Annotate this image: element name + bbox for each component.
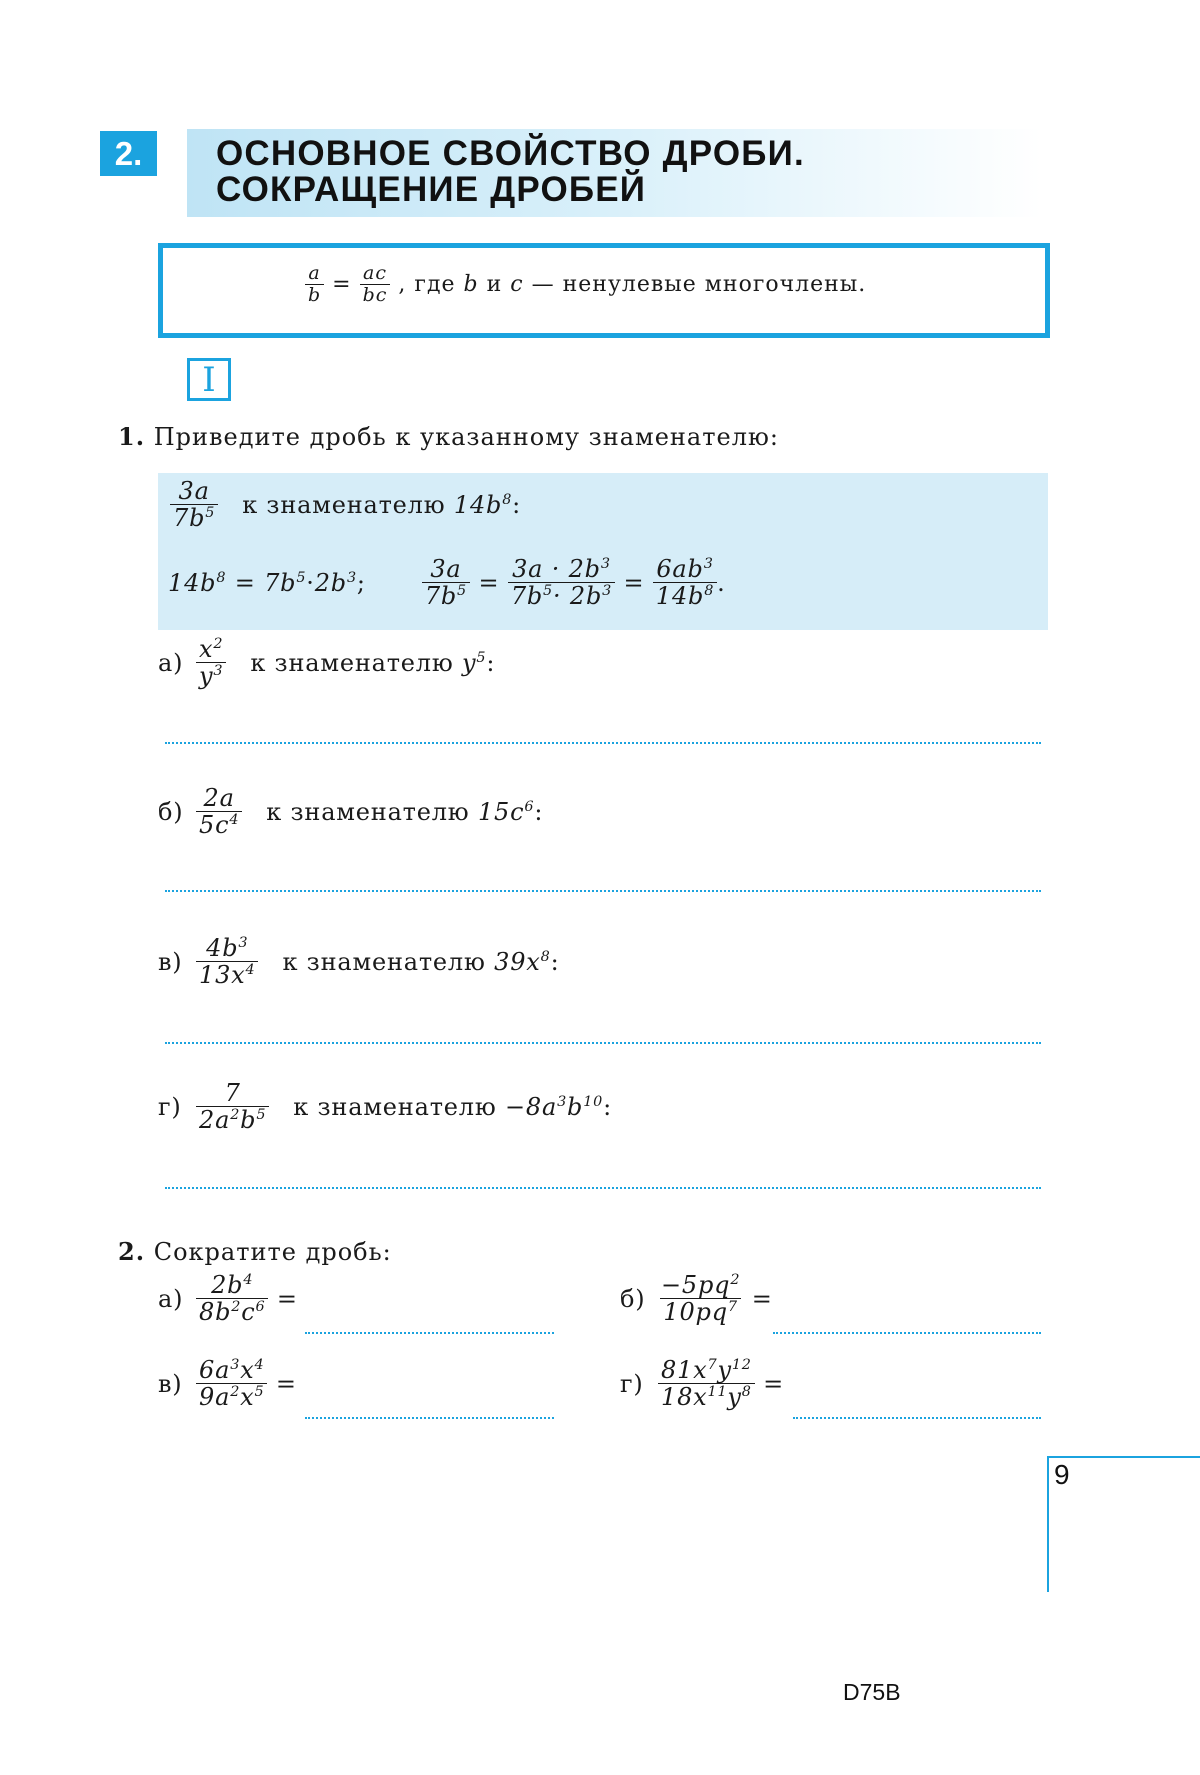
example-l2-s1-den-exp: 5 (457, 583, 468, 600)
task1-v-den-exp: 4 (245, 962, 256, 979)
task2-g-num1-exp: 7 (707, 1357, 718, 1373)
rule-lhs-fraction (305, 263, 324, 306)
task2-v-den1: 9a (199, 1383, 231, 1412)
task1-g-den2: b (240, 1106, 257, 1135)
task1-v-den: 13x (199, 961, 246, 990)
example-l2-s2-den-exp1: 5 (543, 583, 554, 600)
example-target-exp: 8 (502, 491, 513, 508)
task1-text: Приведите дробь к указанному знаменателю: (153, 423, 779, 451)
task1-b-den: 5c (199, 811, 230, 840)
task2-b-num: −5pq (661, 1271, 731, 1299)
example-frac-num: 3a (178, 477, 210, 505)
example-l2-eq3: = (623, 568, 645, 597)
rule-comma: , (398, 271, 407, 297)
example-l2-dot: · (306, 568, 315, 597)
example-line2 (168, 556, 726, 610)
task1-b-target-exp: 6 (524, 798, 535, 815)
task2-v-den2-exp: 5 (254, 1384, 265, 1401)
example-l2-s3-den: 14b (655, 582, 705, 611)
page-number-box (1047, 1456, 1200, 1592)
task1-v-target: 39x (494, 947, 541, 976)
task1-a-den: y (199, 662, 214, 691)
task2-g-fraction (658, 1357, 755, 1411)
example-l2-f1-exp: 5 (296, 569, 307, 586)
task1-g-colon: : (603, 1092, 613, 1121)
section-title-line2: СОКРАЩЕНИЕ ДРОБЕЙ (216, 170, 647, 209)
task1-g-target: −8a (504, 1092, 558, 1121)
page-number: 9 (1054, 1459, 1070, 1490)
task1-a-target: y (462, 648, 477, 677)
task2-g-eq: = (763, 1369, 785, 1398)
rule-statement (305, 263, 866, 306)
example-l2-s2-den-dot: · 2b (553, 582, 603, 611)
task1-item-v-label: в) (158, 947, 183, 976)
task1-item-g (158, 1080, 612, 1134)
task2-g-num2: y (717, 1356, 732, 1384)
example-l2-s2-num: 3a · 2b (512, 555, 601, 583)
task1-number: 1. (118, 422, 146, 451)
rule-lhs-den: b (305, 284, 324, 306)
example-l2-s3-den-exp: 8 (704, 583, 715, 600)
example-to-text: к знаменателю (242, 490, 446, 519)
task2-item-v (158, 1357, 297, 1411)
task1-a-den-exp: 3 (213, 663, 224, 680)
task2-v-num1: 6a (199, 1356, 231, 1384)
task2-g-den1-exp: 11 (707, 1384, 728, 1401)
task2-v-den2: x (240, 1383, 255, 1412)
task2-g-label: г) (620, 1369, 644, 1398)
rule-rhs-den: bc (360, 284, 391, 306)
task1-a-target-exp: 5 (476, 649, 487, 666)
task2-a-den1-exp: 2 (231, 1299, 242, 1316)
example-frac-den: 7b (173, 504, 206, 533)
example-l2-s3-num: 6ab (656, 555, 704, 583)
task1-item-v (158, 935, 559, 989)
task1-g-num: 7 (224, 1079, 241, 1107)
task2-b-num-exp: 2 (730, 1272, 741, 1288)
answer-line-2a[interactable] (305, 1332, 554, 1334)
task2-v-num1-exp: 3 (230, 1357, 241, 1373)
task1-item-g-label: г) (158, 1092, 182, 1121)
example-l2-semicolon: ; (356, 568, 366, 597)
task1-g-den2-exp: 5 (256, 1107, 267, 1124)
task2-b-eq: = (751, 1284, 773, 1313)
task2-v-eq: = (275, 1369, 297, 1398)
task2-a-label: а) (158, 1284, 184, 1313)
task1-g-target-exp: 3 (557, 1093, 568, 1110)
task2-a-den2: c (241, 1298, 256, 1327)
example-l2-eq: = (234, 568, 256, 597)
example-l2-s3-num-exp: 3 (703, 556, 714, 572)
task2-g-den1: 18x (661, 1383, 708, 1412)
rule-var-b: b (463, 271, 479, 297)
task2-item-g (620, 1357, 784, 1411)
task2-a-den2-exp: 6 (255, 1299, 266, 1316)
task2-v-num2-exp: 4 (254, 1357, 265, 1373)
task2-v-label: в) (158, 1369, 183, 1398)
section-number: 2. (100, 131, 157, 176)
example-l2-s1-den: 7b (424, 582, 458, 611)
task1-a-colon: : (486, 648, 496, 677)
task2-b-label: б) (620, 1284, 646, 1313)
task1-v-to-text: к знаменателю (282, 947, 486, 976)
answer-line-2v[interactable] (305, 1417, 554, 1419)
task1-b-den-exp: 4 (229, 812, 240, 829)
task1-b-target: 15c (477, 797, 525, 826)
task2-a-num: 2b (211, 1271, 244, 1299)
task2-g-num2-exp: 12 (731, 1357, 752, 1373)
task1-g-to-text: к знаменателю (293, 1092, 497, 1121)
rule-lhs-num: a (308, 262, 321, 284)
rule-var-c: c (510, 271, 524, 297)
task2-a-den1: 8b (199, 1298, 232, 1327)
task2-text: Сократите дробь: (153, 1238, 392, 1266)
task2-g-den2-exp: 8 (741, 1384, 752, 1401)
example-l2-eq2: = (478, 568, 500, 597)
task2-b-den: 10pq (663, 1298, 728, 1327)
task1-item-g-fraction (196, 1080, 269, 1134)
rule-and: и (486, 271, 503, 297)
answer-line-1v[interactable] (165, 1042, 1041, 1044)
task2-item-a (158, 1272, 298, 1326)
task1-v-num: 4b (206, 934, 239, 962)
task1-b-num: 2a (203, 784, 235, 812)
task2-number: 2. (118, 1237, 146, 1266)
task2-a-fraction (196, 1272, 268, 1326)
task1-a-num: x (199, 635, 214, 663)
example-frac-den-exp: 5 (205, 505, 216, 522)
example-l2-period: . (717, 568, 726, 597)
task2-item-b (620, 1272, 773, 1326)
answer-line-1b[interactable] (165, 890, 1041, 892)
example-l2-s2-den: 7b (510, 582, 544, 611)
example-l2-s2-den-exp2: 3 (602, 583, 613, 600)
task2-a-num-exp: 4 (243, 1272, 254, 1288)
task1-item-a-label: а) (158, 648, 184, 677)
rule-eq: = (332, 271, 352, 297)
example-l2-frac3 (653, 556, 717, 610)
task1-item-b (158, 785, 543, 839)
example-l2-lhs-exp: 8 (216, 569, 227, 586)
example-target-base: 14b (453, 490, 503, 519)
task1-g-target2-exp: 10 (583, 1093, 604, 1110)
task1-b-to-text: к знаменателю (266, 797, 470, 826)
rule-where: где (414, 271, 456, 297)
example-colon: : (512, 490, 522, 519)
task1-item-v-fraction (196, 935, 258, 989)
task2-b-fraction (658, 1272, 743, 1326)
rule-text: — ненулевые многочлены. (531, 271, 867, 297)
section-title-line1: ОСНОВНОЕ СВОЙСТВО ДРОБИ. (216, 134, 805, 173)
task1-item-b-label: б) (158, 797, 184, 826)
example-l2-s1-num: 3a (430, 555, 462, 583)
task2-v-fraction (196, 1357, 267, 1411)
example-line1 (170, 478, 521, 532)
example-l2-f2: 2b (314, 568, 347, 597)
task2-g-den2: y (727, 1383, 742, 1412)
rule-rhs-num: ac (363, 262, 387, 284)
task1-v-target-exp: 8 (540, 948, 551, 965)
footer-code: D75B (843, 1679, 901, 1705)
task1-v-num-exp: 3 (238, 935, 249, 951)
example-l2-s2-num-exp: 3 (600, 556, 611, 572)
example-l2-frac1 (422, 556, 470, 610)
task1-a-to-text: к знаменателю (250, 648, 454, 677)
example-l2-f1: 7b (264, 568, 297, 597)
task2-heading (118, 1237, 392, 1266)
task1-heading (118, 422, 779, 451)
example-l2-frac2 (508, 556, 615, 610)
task1-item-b-fraction (196, 785, 242, 839)
task2-b-den-exp: 7 (727, 1299, 738, 1316)
task1-g-target2: b (567, 1092, 584, 1121)
task1-item-a (158, 636, 495, 690)
answer-line-2b[interactable] (773, 1332, 1041, 1334)
task1-b-colon: : (534, 797, 544, 826)
task1-v-colon: : (550, 947, 560, 976)
task1-item-a-fraction (196, 636, 226, 690)
task2-a-eq: = (276, 1284, 298, 1313)
example-target (454, 491, 512, 519)
level-marker: I (187, 358, 231, 401)
example-fraction (170, 478, 218, 532)
task1-g-den-exp: 2 (230, 1107, 241, 1124)
task2-v-den1-exp: 2 (230, 1384, 241, 1401)
section-title (216, 136, 805, 208)
rule-rhs-fraction (360, 263, 391, 306)
answer-line-1g[interactable] (165, 1187, 1041, 1189)
task2-g-num1: 81x (661, 1356, 708, 1384)
task2-v-num2: x (240, 1356, 255, 1384)
example-l2-f2-exp: 3 (346, 569, 357, 586)
answer-line-1a[interactable] (165, 742, 1041, 744)
task1-g-den: 2a (199, 1106, 231, 1135)
answer-line-2g[interactable] (793, 1417, 1041, 1419)
example-l2-lhs: 14b (168, 568, 217, 597)
task1-a-num-exp: 2 (213, 636, 224, 652)
